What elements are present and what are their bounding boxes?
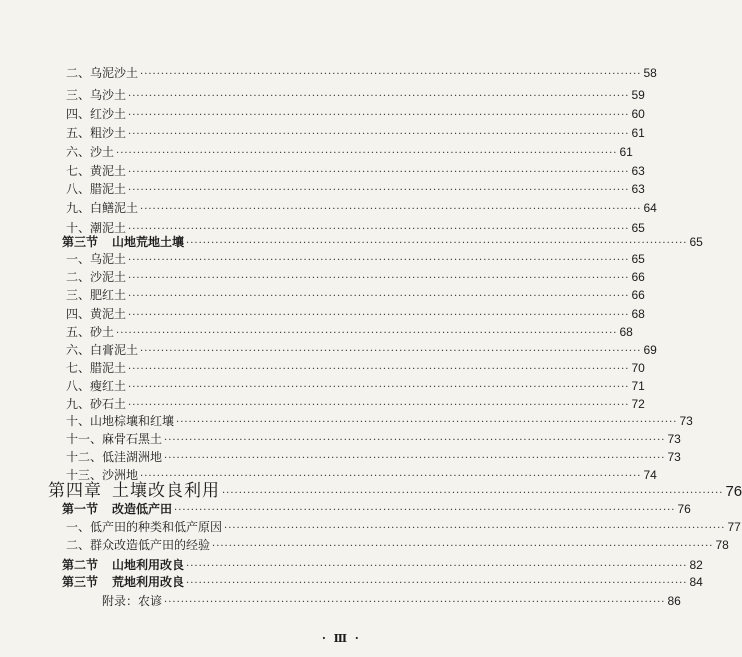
- toc-label: [66, 538, 210, 552]
- page-number: 73: [667, 450, 681, 464]
- toc-label-text: 十一、麻骨石黑土: [66, 432, 163, 446]
- dot-leader: ························································································································: [174, 505, 676, 516]
- page-number: 60: [631, 107, 645, 121]
- page-number: 70: [631, 361, 645, 375]
- page-number: 68: [619, 325, 633, 339]
- toc-label: [66, 252, 126, 266]
- dot-leader: ························································································································: [222, 488, 724, 499]
- toc-item[interactable]: [66, 126, 645, 142]
- dot-leader: ························································································································: [116, 148, 618, 159]
- page-number: 73: [667, 432, 681, 446]
- toc-item[interactable]: [66, 307, 645, 323]
- toc-label-text: 六、沙土: [66, 145, 115, 159]
- toc-label-text: 六、白膏泥土: [66, 343, 139, 357]
- page-number: 65: [631, 221, 645, 235]
- toc-label: [66, 432, 162, 446]
- toc-section[interactable]: [62, 235, 703, 251]
- dot-leader: ························································································································: [128, 310, 630, 321]
- dot-leader: ························································································································: [176, 417, 678, 428]
- dot-leader: ························································································································: [164, 453, 666, 464]
- toc-item[interactable]: [66, 397, 645, 413]
- toc-label: [66, 361, 126, 375]
- toc-label: [62, 558, 184, 572]
- dot-leader: ························································································································: [164, 597, 666, 608]
- dot-leader: ························································································································: [186, 238, 688, 249]
- toc-label-text: 第四章: [48, 481, 102, 501]
- toc-label-text: 一、乌泥土: [66, 252, 127, 266]
- toc-label: [66, 201, 138, 215]
- dot-leader: ························································································································: [128, 129, 630, 140]
- dot-leader: ························································································································: [140, 346, 642, 357]
- dot-leader: ························································································································: [128, 167, 630, 178]
- toc-item[interactable]: [66, 164, 645, 180]
- toc-label: [66, 221, 126, 235]
- toc-title-text: 荒地利用改良: [112, 575, 185, 589]
- toc-item[interactable]: [66, 432, 681, 448]
- toc-title-text: 农谚: [138, 594, 163, 608]
- page-number: 84: [689, 575, 703, 589]
- toc-item[interactable]: [66, 343, 657, 359]
- page-number: 76: [677, 502, 691, 516]
- toc-label-text: 一、低产田的种类和低产原因: [66, 520, 223, 534]
- toc-label-text: 二、沙泥土: [66, 270, 127, 284]
- toc-item[interactable]: [66, 288, 645, 304]
- toc-label-text: 十三、沙洲地: [66, 468, 139, 482]
- toc-label-text: 十、潮泥土: [66, 221, 127, 235]
- dot-leader: ························································································································: [186, 561, 688, 572]
- toc-title-text: 土壤改良利用: [112, 481, 220, 501]
- toc-label: [66, 164, 126, 178]
- toc-label: [66, 450, 162, 464]
- toc-item[interactable]: [66, 538, 729, 554]
- toc-label: [66, 126, 126, 140]
- dot-leader: ························································································································: [128, 273, 630, 284]
- toc-label-text: 四、红沙土: [66, 107, 127, 121]
- dot-leader: ························································································································: [128, 400, 630, 411]
- toc-label-text: 第三节: [62, 235, 99, 249]
- toc-label-text: 三、肥红土: [66, 288, 127, 302]
- toc-title-text: 山地利用改良: [112, 558, 185, 572]
- dot-leader: ························································································································: [140, 471, 642, 482]
- toc-label: [66, 414, 174, 428]
- toc-item[interactable]: [66, 182, 645, 198]
- toc-label-text: 五、粗沙土: [66, 126, 127, 140]
- toc-item[interactable]: [66, 145, 633, 161]
- page-number: 72: [631, 397, 645, 411]
- page-number: 66: [631, 288, 645, 302]
- toc-label-text: 二、群众改造低产田的经验: [66, 538, 211, 552]
- dot-leader: ························································································································: [128, 110, 630, 121]
- toc-section[interactable]: [62, 502, 691, 518]
- dot-leader: ························································································································: [128, 364, 630, 375]
- dot-leader: ························································································································: [164, 435, 666, 446]
- toc-label-text: 第二节: [62, 558, 99, 572]
- page-number: 78: [715, 538, 729, 552]
- toc-label-text: 九、砂石土: [66, 397, 127, 411]
- dot-leader: ························································································································: [140, 69, 642, 80]
- toc-item[interactable]: [66, 88, 645, 104]
- toc-item[interactable]: [66, 520, 741, 536]
- toc-label: [48, 481, 220, 501]
- toc-item[interactable]: [66, 325, 633, 341]
- page-number: 63: [631, 164, 645, 178]
- toc-label-text: 八、瘦红土: [66, 379, 127, 393]
- page-number: 69: [643, 343, 657, 357]
- toc-label: [62, 575, 184, 589]
- page-number: 65: [631, 252, 645, 266]
- dot-leader: ························································································································: [128, 255, 630, 266]
- page-number: 61: [631, 126, 645, 140]
- toc-section[interactable]: [62, 558, 703, 574]
- page-number: 65: [689, 235, 703, 249]
- toc-label: [66, 468, 138, 482]
- toc-item[interactable]: [66, 414, 693, 430]
- dot-leader: ························································································································: [128, 291, 630, 302]
- toc-title-text: 山地荒地土壤: [112, 235, 185, 249]
- toc-label: [66, 145, 114, 159]
- toc-label-text: 二、乌泥沙土: [66, 66, 139, 80]
- dot-leader: ························································································································: [128, 185, 630, 196]
- toc-label-text: 八、腊泥土: [66, 182, 127, 196]
- page-number: 64: [643, 201, 657, 215]
- toc-label: [62, 502, 172, 516]
- toc-label: [66, 182, 126, 196]
- toc-chapter[interactable]: [48, 481, 742, 501]
- page-number: 77: [727, 520, 741, 534]
- toc-label: [62, 235, 184, 249]
- page-number: 59: [631, 88, 645, 102]
- page-number: 86: [667, 594, 681, 608]
- toc-label: [66, 307, 126, 321]
- toc-label-text: 七、腊泥土: [66, 361, 127, 375]
- toc-label-text: 五、砂土: [66, 325, 115, 339]
- toc-label: [66, 88, 126, 102]
- toc-label: [66, 325, 114, 339]
- toc-item[interactable]: [66, 361, 645, 377]
- toc-label-text: 四、黄泥土: [66, 307, 127, 321]
- dot-leader: ························································································································: [212, 541, 714, 552]
- toc-item[interactable]: [66, 379, 645, 395]
- toc-item[interactable]: [66, 252, 645, 268]
- toc-label-text: 七、黄泥土: [66, 164, 127, 178]
- page-number: 71: [631, 379, 645, 393]
- page-number: 82: [689, 558, 703, 572]
- toc-item[interactable]: [66, 66, 657, 82]
- toc-label: [66, 270, 126, 284]
- toc-section[interactable]: [62, 575, 703, 591]
- page-number: 74: [643, 468, 657, 482]
- page-number: 66: [631, 270, 645, 284]
- toc-item[interactable]: [66, 270, 645, 286]
- page-number: 76: [725, 483, 742, 500]
- dot-leader: ························································································································: [116, 328, 618, 339]
- toc-label: [66, 379, 126, 393]
- toc-item[interactable]: [66, 201, 657, 217]
- toc-label-text: 三、乌沙土: [66, 88, 127, 102]
- dot-leader: ························································································································: [224, 523, 726, 534]
- toc-label-text: 十、山地棕壤和红壤: [66, 414, 175, 428]
- toc-label: [66, 66, 138, 80]
- toc-item[interactable]: [102, 594, 681, 610]
- page-number: 68: [631, 307, 645, 321]
- dot-leader: ························································································································: [128, 91, 630, 102]
- toc-item[interactable]: [66, 450, 681, 466]
- page-number: 63: [631, 182, 645, 196]
- toc-label-text: 第一节: [62, 502, 99, 516]
- toc-label: [66, 107, 126, 121]
- page-number: 61: [619, 145, 633, 159]
- toc-label-text: 九、白鳝泥土: [66, 201, 139, 215]
- page-number-footer: · Ⅲ ·: [322, 632, 361, 645]
- toc-label-text: 第三节: [62, 575, 99, 589]
- toc-label-text: 十二、低洼湖洲地: [66, 450, 163, 464]
- toc-label: [102, 594, 162, 608]
- page-number: 73: [679, 414, 693, 428]
- page-number: 58: [643, 66, 657, 80]
- toc-label-text: 附录：: [102, 594, 139, 608]
- toc-title-text: 改造低产田: [112, 502, 173, 516]
- dot-leader: ························································································································: [128, 382, 630, 393]
- toc-label: [66, 520, 222, 534]
- toc-label: [66, 288, 126, 302]
- toc-item[interactable]: [66, 107, 645, 123]
- dot-leader: ························································································································: [186, 578, 688, 589]
- toc-label: [66, 343, 138, 357]
- dot-leader: ························································································································: [140, 204, 642, 215]
- dot-leader: ························································································································: [128, 224, 630, 235]
- toc-label: [66, 397, 126, 411]
